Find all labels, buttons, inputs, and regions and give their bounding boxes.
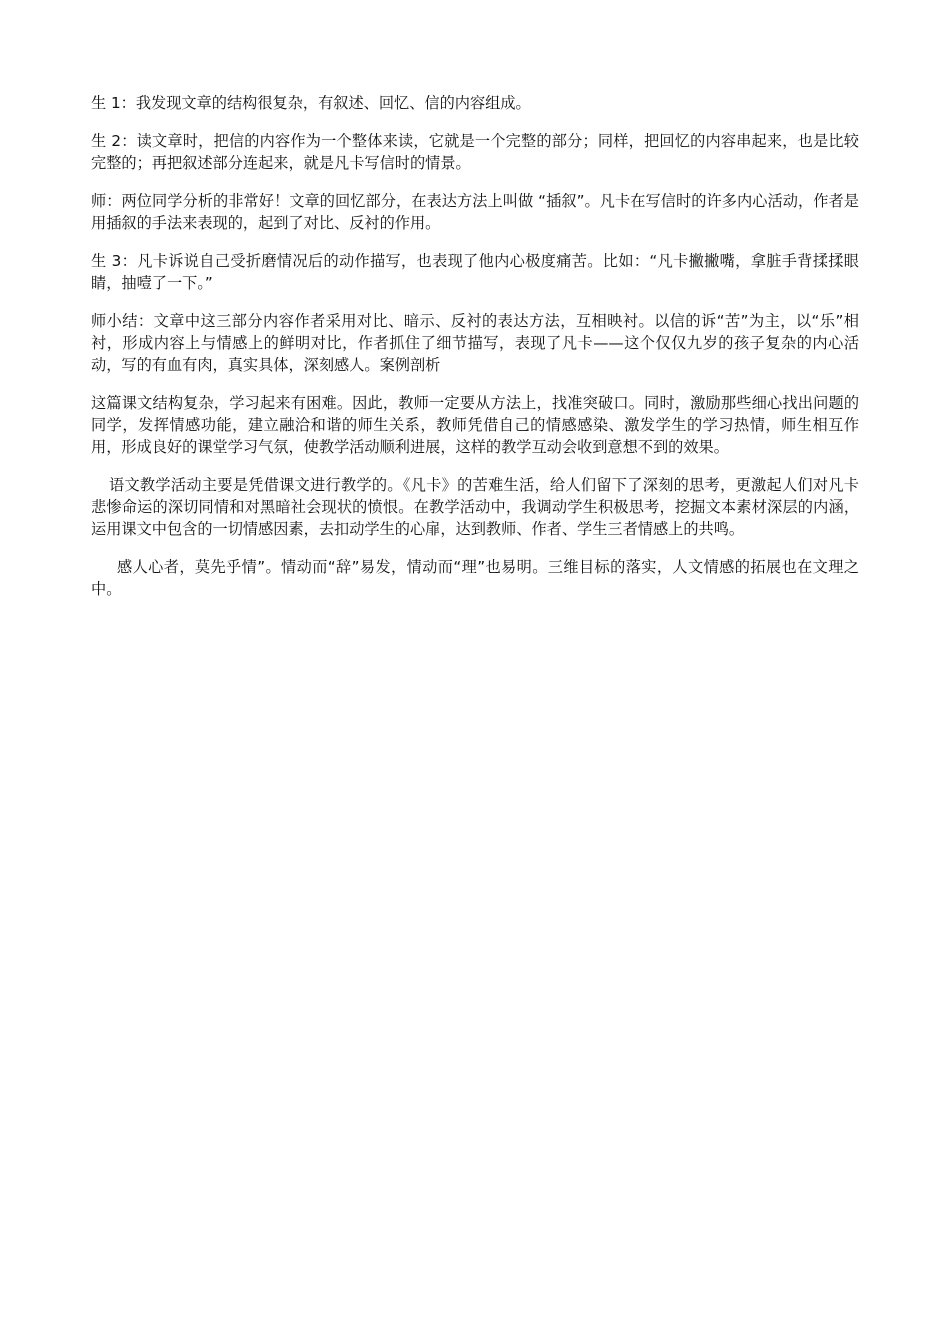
- closing-paragraph: 感人心者，莫先乎情”。情动而“辞”易发，情动而“理”也易明。三维目标的落实，人文情感的拓展也在文理之中。: [91, 558, 859, 598]
- dialogue-student-3: 生 3：凡卡诉说自己受折磨情况后的动作描写，也表现了他内心极度痛苦。比如：“凡卡撇撇嘴，拿脏手背揉揉眼睛，抽噎了一下。”: [91, 252, 859, 292]
- teaching-reflection-paragraph: 语文教学活动主要是凭借课文进行教学的。《凡卡》的苦难生活，给人们留下了深刻的思考，更激起人们对凡卡悲惨命运的深切同情和对黑暗社会现状的愤恨。在教学活动中，我调动学生积极思考，挖掘文本素材深层的内涵，运用课文中包含的一切情感因素，去扣动学生的心扉，达到教师、作者、学生三者情感上的共鸣。: [91, 476, 859, 538]
- case-analysis-paragraph: 这篇课文结构复杂，学习起来有困难。因此，教师一定要从方法上，找准突破口。同时，激励那些细心找出问题的同学，发挥情感功能，建立融洽和谐的师生关系，教师凭借自己的情感感染、激发学生的学习热情，师生相互作用，形成良好的课堂学习气氛，使教学活动顺利进展，这样的教学互动会收到意想不到的效果。: [91, 394, 859, 456]
- dialogue-student-2: 生 2：读文章时，把信的内容作为一个整体来读，它就是一个完整的部分；同样，把回忆的内容串起来，也是比较完整的；再把叙述部分连起来，就是凡卡写信时的情景。: [91, 132, 859, 172]
- dialogue-student-1: 生 1：我发现文章的结构很复杂，有叙述、回忆、信的内容组成。: [91, 94, 531, 112]
- dialogue-teacher: 师：两位同学分析的非常好！文章的回忆部分，在表达方法上叫做 “插叙”。凡卡在写信时的许多内心活动，作者是用插叙的手法来表现的，起到了对比、反衬的作用。: [91, 192, 859, 232]
- teacher-summary: 师小结：文章中这三部分内容作者采用对比、暗示、反衬的表达方法，互相映衬。以信的诉“苦”为主，以“乐”相衬，形成内容上与情感上的鲜明对比，作者抓住了细节描写，表现了凡卡——这个仅仅九岁的孩子复杂的内心活动，写的有血有肉，真实具体，深刻感人。案例剖析: [91, 312, 859, 374]
- document-page: [91, 92, 859, 616]
